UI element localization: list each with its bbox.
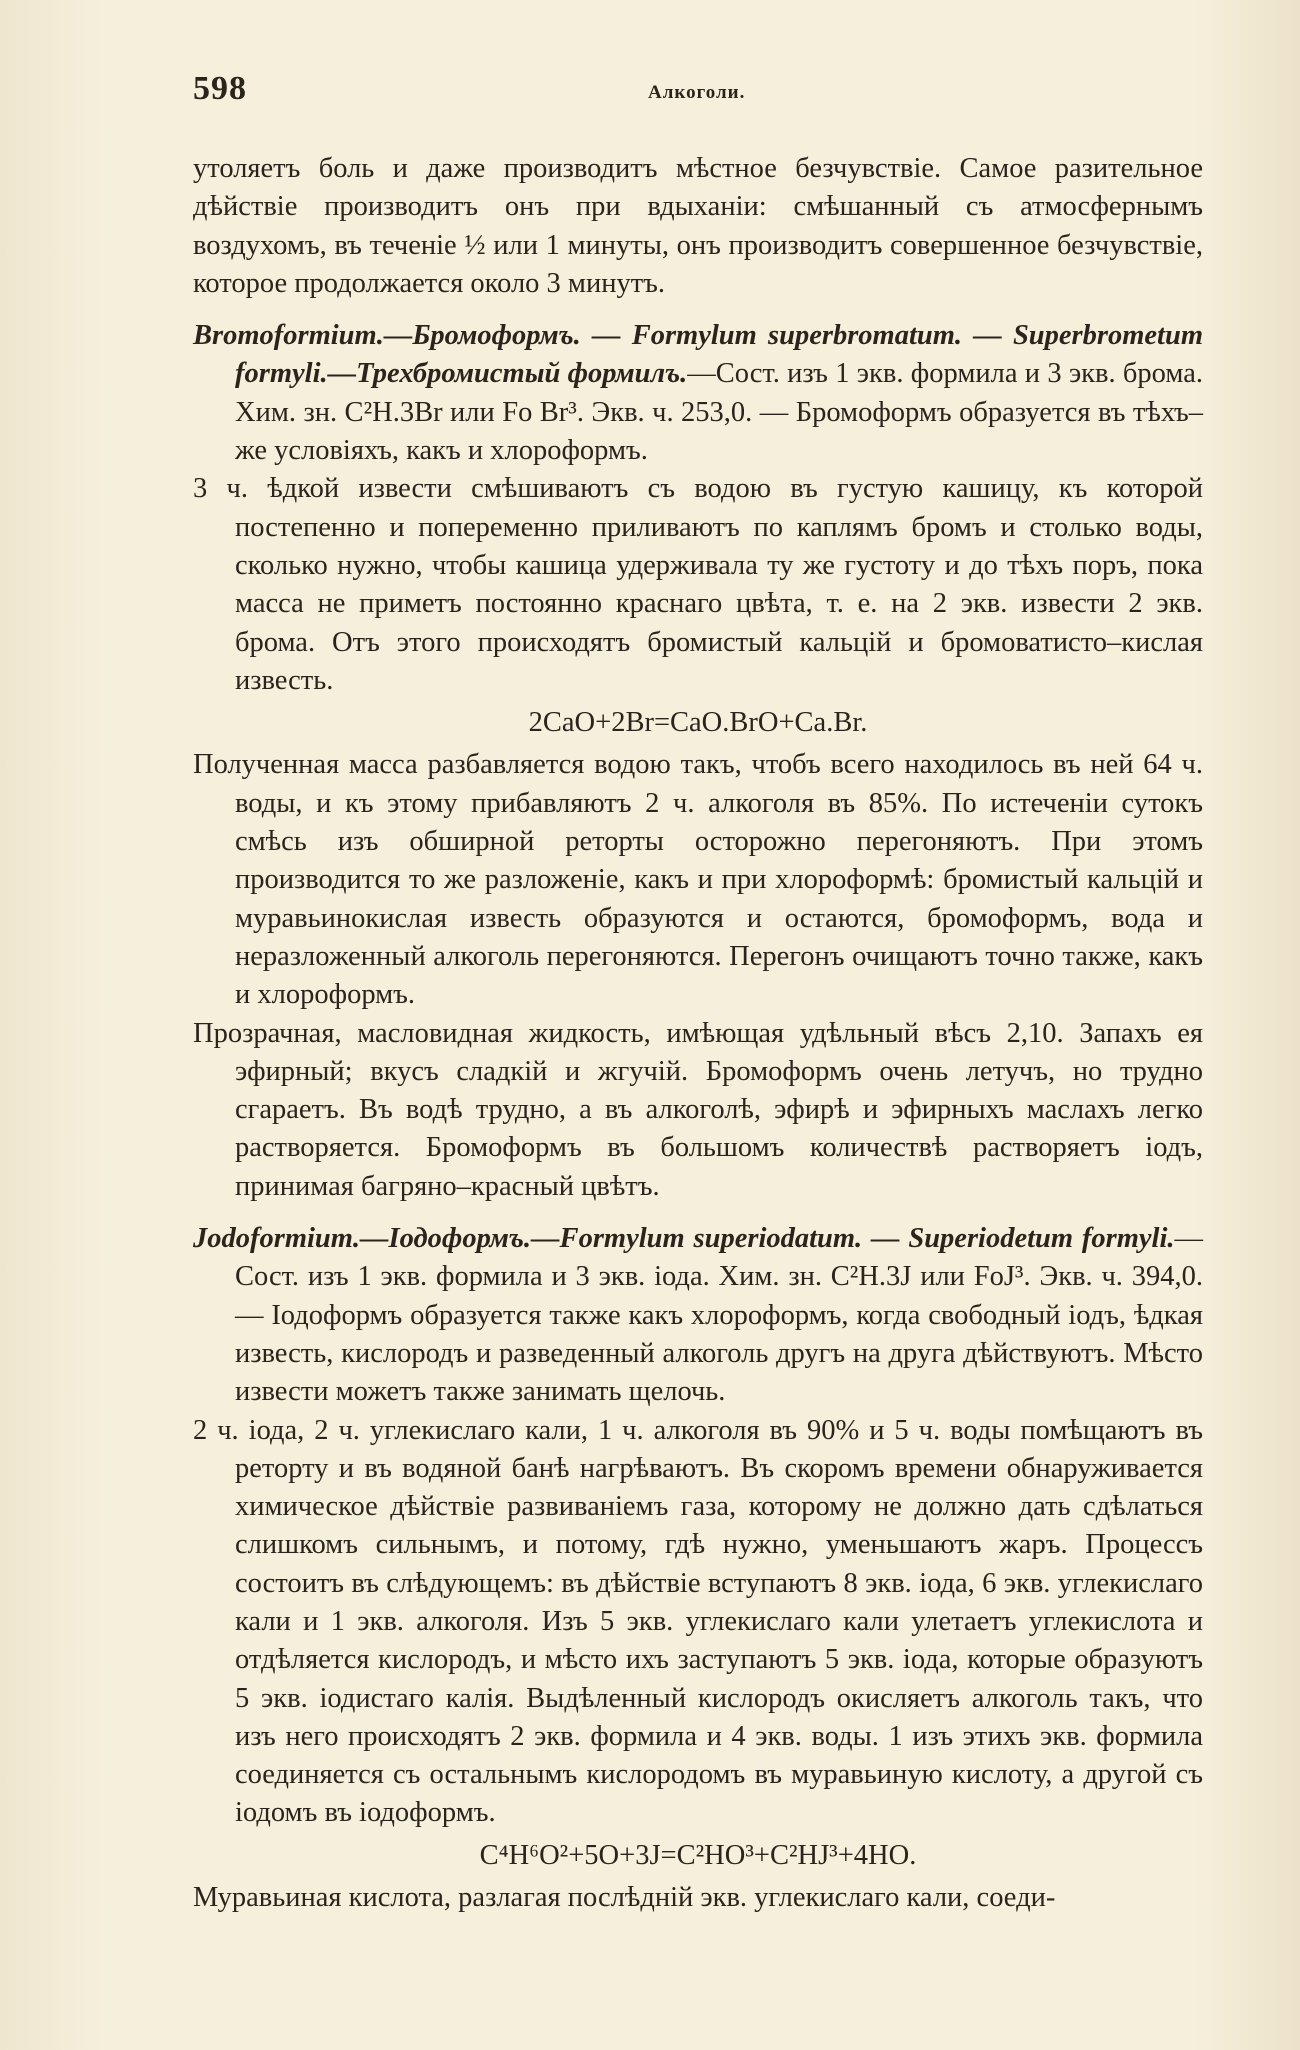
paragraph-formic-acid: Муравьиная кислота, разлагая послѣдній экв. углекислаго кали, соеди-	[193, 1882, 1056, 1914]
paragraph-iodoform-preparation: 2 ч. іода, 2 ч. углекислаго кали, 1 ч. алкоголя въ 90% и 5 ч. воды помѣщаютъ въ реторту и въ водяной банѣ нагрѣваютъ. Въ скоромъ времени обнаруживается химическое дѣйствіе развиваніемъ газа, которому не должно дать сдѣлаться слишкомъ сильнымъ, и потому, гдѣ нужно, уменьшаютъ жаръ. Процессъ состоитъ въ слѣдующемъ: въ дѣйствіе вступаютъ 8 экв. іода, 6 экв. углекислаго кали и 1 экв. алкоголя. Изъ 5 экв. углекислаго кали улетаетъ углекислота и отдѣляется кислородъ, и мѣсто ихъ заступаютъ 5 экв. іода, которые образуютъ 5 экв. іодистаго калія. Выдѣленный кислородъ окисляетъ алкоголь такъ, что изъ него происходятъ 2 экв. формила и 4 экв. воды. 1 изъ этихъ экв. формила соединяется съ остальнымъ кислородомъ въ муравьиную кислоту, а другой съ іодомъ въ іодоформъ.	[193, 1414, 1203, 1829]
page-number: 598	[193, 70, 247, 107]
formula-bromine-lime: 2CaO+2Br=CaO.BrO+Ca.Br.	[528, 707, 868, 739]
paragraph-bromoform-distillation: Полученная масса разбавляется водою такъ, чтобъ всего находилось въ ней 64 ч. воды, и къ этому прибавляютъ 2 ч. алкоголя въ 85%. По истеченіи сутокъ смѣсь изъ обширной реторты осторожно перегоняютъ. При этомъ производится то же разложеніе, какъ и при хлороформѣ: бромистый кальцій и муравьинокислая известь образуются и остаются, бромоформъ, вода и неразложенный алкоголь перегоняются. Перегонъ очищаютъ точно также, какъ и хлороформъ.	[193, 749, 1203, 1011]
page-body	[193, 150, 1203, 1917]
iodoform-heading: Jodoformium.—Іодоформъ.—Formylum superiodatum. — Superiodetum formyli.	[193, 1223, 1175, 1255]
iodoform-description: —Сост. изъ 1 экв. формила и 3 экв. іода. Хим. зн. C²H.3J или FoJ³. Экв. ч. 394,0. — Іодоформъ образуется также какъ хлороформъ, когда свободный іодъ, ѣдкая известь, кислородъ и разведенный алкоголь другъ на друга дѣйствуютъ. Мѣсто извести можетъ также занимать щелочь.	[235, 1223, 1203, 1408]
iodoform-entry	[193, 1220, 1203, 1411]
running-title: Алкоголи.	[648, 82, 746, 103]
page-header	[193, 70, 1203, 120]
bromoform-heading: Bromoformium.—Бромоформъ. — Formylum superbromatum. — Superbrometum formyli.—Трехбромистый формилъ.	[193, 320, 1203, 390]
paragraph-bromoform-preparation: 3 ч. ѣдкой извести смѣшиваютъ съ водою въ густую кашицу, къ которой постепенно и попеременно приливаютъ по каплямъ бромъ и столько воды, сколько нужно, чтобы кашица удерживала ту же густоту и до тѣхъ поръ, пока масса не приметъ постоянно краснаго цвѣта, т. е. на 2 экв. извести 2 экв. брома. Отъ этого происходятъ бромистый кальцій и бромоватисто–кислая известь.	[193, 473, 1203, 696]
paragraph-ether-effect: утоляетъ боль и даже производитъ мѣстное безчувствіе. Самое разительное дѣйствіе производитъ онъ при вдыханіи: смѣшанный съ атмосфернымъ воздухомъ, въ теченіе ½ или 1 минуты, онъ производитъ совершенное безчувствіе, которое продолжается около 3 минутъ.	[193, 153, 1203, 299]
paragraph-bromoform-properties: Прозрачная, масловидная жидкость, имѣющая удѣльный вѣсъ 2,10. Запахъ ея эфирный; вкусъ сладкій и жгучій. Бромоформъ очень летучъ, но трудно сгараетъ. Въ водѣ трудно, а въ алкоголѣ, эфирѣ и эфирныхъ маслахъ легко растворяется. Бромоформъ въ большомъ количествѣ растворяетъ іодъ, принимая багряно–красный цвѣтъ.	[193, 1017, 1203, 1202]
bromoform-description: —Сост. изъ 1 экв. формила и 3 экв. брома. Хим. зн. C²H.3Br или Fo Br³. Экв. ч. 253,0. — Бромоформъ образуется въ тѣхъ–же условіяхъ, какъ и хлороформъ.	[235, 358, 1204, 467]
formula-iodoform-reaction: C⁴H⁶O²+5O+3J=C²HO³+C²HJ³+4HO.	[479, 1839, 917, 1871]
bromoform-entry	[193, 317, 1203, 470]
